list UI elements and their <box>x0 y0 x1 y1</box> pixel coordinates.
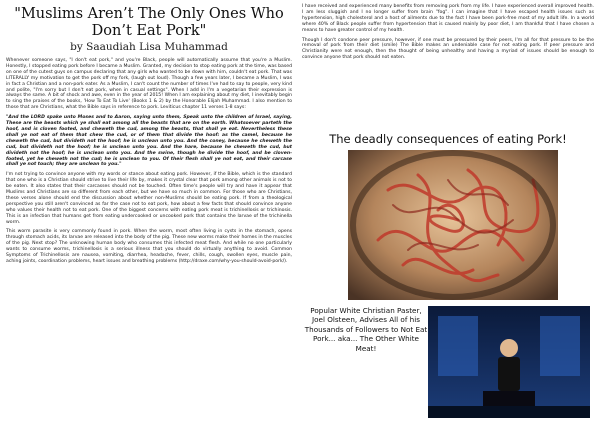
left-column <box>6 0 292 269</box>
stage-illustration <box>428 306 590 418</box>
scripture-quote: "And the LORD spake unto Moses and to Aaron, saying unto them, Speak unto the children of Israel, saying, These are the beasts which ye shall eat among all the beasts that are on the earth. Whatsoever parteth the hoof, and is cloven footed, and cheweth the cud, among the beasts, that shall ye eat. Nevertheless these shall ye not eat of them that chew the cud, or of them that divide the hoof: as the camel, because he cheweth the cud, but divideth not the hoof; he is unclean unto you. And the coney, because he cheweth the cud, but divideth not the hoof; he is unclean unto you. And the hare, because he cheweth the cud, but divideth not the hoof; he is unclean unto you. And the swine, though he divide the hoof, and be cloven-footed, yet he cheweth not the cud; he is unclean to you. Of their flesh shall ye not eat, and their carcase shall ye not touch; they are unclean to you." <box>6 115 292 168</box>
article-title: "Muslims Aren’t The Only Ones Who Don’t Eat Pork" <box>14 6 284 39</box>
peer-pressure-paragraph: Though I don't condone peer pressure, however, if one must be pressured by their peers, I'm all for that pressure to be the removal of pork from their diet (smile) The Bible makes an undeniable case for not eating pork. If peer pressure and Christianity were not enough, then the thought of being unhealthy and having a myriad of issues should be enough to convince anyone that pork should not eaten. <box>302 37 594 61</box>
argument-paragraph: I'm not trying to convince anyone with my words or stance about eating pork. However, if the Bible, which is the standard that one who is a Christian should strive to live their life by, makes it crystal clear that pork among other animals is not to be eaten. It also states that their carcasses should not be touched. Often time's people will try and have it appear that Muslims and Christians are so different from each other, but we have so much in common. For those who are Christians, these verses alone should end the discussion about whether non-Muslims should be eating pork. If from a theological perspective you still aren't convinced as far the case not to eat pork, how about a few facts that should convince anyone who values their health not to eat pork. One of the biggest concerns with eating pork meat is trichinellosis or trichinosis. This is an infection that humans get from eating undercooked or uncooked pork that contains the larvae of the trichinella worm. <box>6 172 292 225</box>
worms-illustration <box>348 150 558 300</box>
benefits-paragraph: I have received and experienced many benefits from removing pork from my life. I have experienced overall improved health. I am less sluggish and I no longer suffer from brain "fog". I can imagine that I have escaped health issues such as hypertension, high cholesterol and a host of ailments due to the fact I have been pork-free most of my adult life. In a world where 40% of Black people suffer from hypertension that is caused mainly by poor diet, I am thankful that I have chosen a means to have greater control of my health. <box>302 4 594 33</box>
photo-heading: The deadly consequences of eating Pork! <box>329 132 567 146</box>
worms-photo <box>348 150 558 300</box>
article-byline: by Saaudiah Lisa Muhammad <box>70 41 228 53</box>
right-column <box>302 0 594 65</box>
pastor-photo <box>428 306 590 418</box>
pastor-caption: Popular White Christian Paster, Joel Olsteen, Advises All of his Thousands of Followers to Not Eat Pork... aka... The Other White Meat! <box>304 306 428 353</box>
parasite-paragraph: This worm parasite is very commonly found in pork. When the worm, most often living in cysts in the stomach, opens through stomach acids, its larvae are released into the body of the pig. These new worms make their homes in the muscles of the pig. Next stop? The unknowing human body who consumes this infected meat flesh. And while no one particularly wants to consume worms, trichinellosis is a serious illness that you should do virtually anything to avoid. Common Symptoms of Trichinellosis are nausea, vomiting, diarrhea, headache, fever, chills, cough, swollen eyes, muscle pain, aching joints, coordination problems, heart issues and breathing problems (http://draxe.com/why-you-should-avoid-pork/). <box>6 229 292 264</box>
intro-paragraph: Whenever someone says, "I don't eat pork," and you're Black, people will automatically assume that you're a Muslim. Honestly, I stopped eating pork before I became a Muslim. Granted, my decision to stop eating pork at the time, was based on one of the cutest guys on campus declaring that any girls who wanted to be down with him, couldn't eat pork. That was LITERALLY my motivation to get the pork off my fork, (laugh out loud). Though a few years later, I became a Muslim, I was in fact a Christian and a non-pork eater. As a Muslim, I can't count the number of times I've had to say to people, very kind and polite, "I'm sorry but I don't eat pork, when in casual settings". When I add in I'm a vegetarian their expression is always the same. A bit of shock and awe, even in the year of 2015! When I am explaining about my diet, I inevitably begin to sing the praises of the books, 'How To Eat To Live' (Books 1 & 2) by the Honorable Elijah Muhammad. I also mention to those that are Christians, what the Bible says in reference to pork. Leviticus chapter 11 verses 1-8 says: <box>6 58 292 111</box>
